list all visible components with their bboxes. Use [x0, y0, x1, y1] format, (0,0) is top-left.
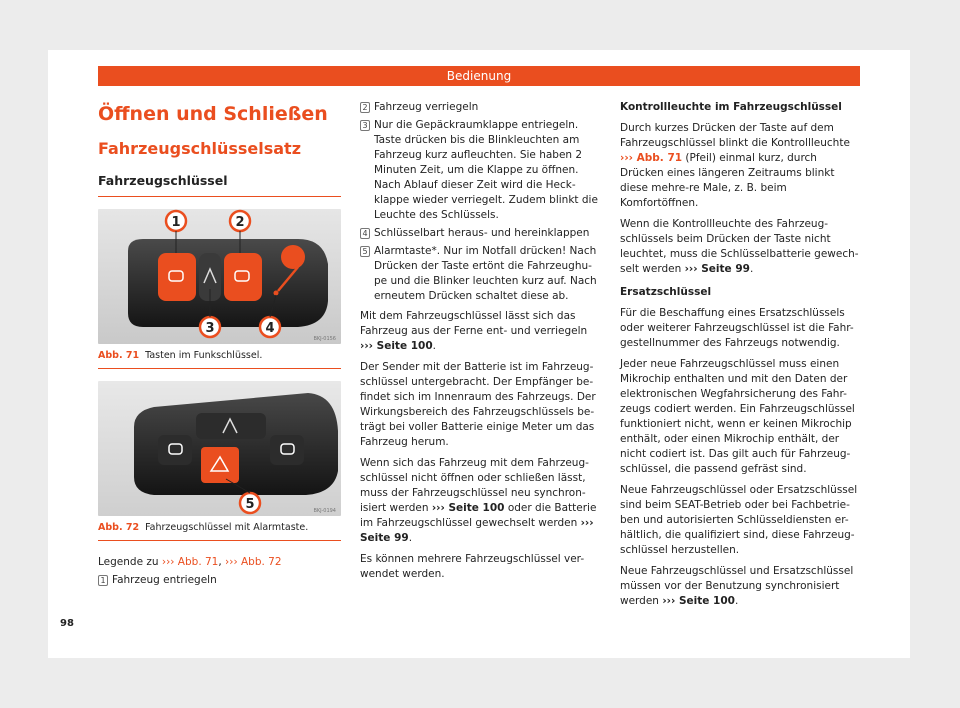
link-seite-100[interactable]: ››› Seite 100	[431, 502, 505, 514]
figure-key-alarm	[98, 381, 341, 516]
callout-2: 2	[235, 215, 245, 230]
column-middle	[360, 100, 600, 582]
section-subtitle: Fahrzeugschlüsselsatz	[98, 139, 302, 158]
item-number: 4	[360, 228, 370, 239]
paragraph-text: Neue Fahrzeugschlüssel und Ersatzschlüssel müssen vor der Benutzung synchronisiert werden	[620, 565, 854, 607]
column-right	[620, 100, 860, 609]
paragraph-text: Mit dem Fahrzeugschlüssel lässt sich das Fahrzeug aus der Ferne ent- und verriegeln	[360, 310, 588, 337]
item-text: Fahrzeug verriegeln	[374, 101, 479, 113]
paragraph-text: Wenn die Kontrollleuchte des Fahrzeug-schlüssels beim Drücken der Taste nicht leuchtet, muss die Schlüsselbatterie gewech-selt werden	[620, 218, 859, 275]
paragraph-text: (Pfeil) einmal kurz, durch Drücken eines längeren Zeitraums blinkt diese mehre-re Male, z. B. beim Komfortöffnen.	[620, 152, 835, 209]
figure-label: Abb. 71	[98, 350, 140, 361]
item-text: Alarmtaste*. Nur im Notfall drücken! Nach Drücken der Taste ertönt die Fahrzeughu-pe und die Blinker leuchten kurz auf. Nach erneutem Drücken schaltet diese ab.	[374, 245, 597, 302]
paragraph-end: .	[734, 595, 739, 607]
paragraph: Der Sender mit der Batterie ist im Fahrzeug-schlüssel untergebracht. Der Empfänger be-findet sich im Innenraum des Fahrzeugs. Der Wirkungsbereich des Fahrzeugschlüssels be-trägt bei voller Batterie einige Meter um das Fahrzeug herum.	[360, 361, 596, 448]
figure-caption-text: Tasten im Funkschlüssel.	[145, 350, 263, 361]
item-text: Fahrzeug entriegeln	[112, 574, 217, 586]
figure-label: Abb. 72	[98, 522, 140, 533]
link-seite-100[interactable]: ››› Seite 100	[662, 595, 735, 607]
column-left	[98, 100, 341, 588]
link-seite-99[interactable]: ››› Seite 99	[684, 263, 750, 275]
paragraph-text: Durch kurzes Drücken der Taste auf dem Fahrzeugschlüssel blinkt die Kontrollleuchte	[620, 122, 850, 149]
legend-prefix: Legende zu	[98, 556, 162, 568]
paragraph	[620, 121, 860, 211]
heading-ersatzschluessel: Ersatzschlüssel	[620, 286, 712, 298]
item-number: 5	[360, 246, 370, 257]
link-abb-71[interactable]: ››› Abb. 71	[161, 556, 219, 568]
list-item	[360, 118, 600, 223]
paragraph-end: .	[432, 340, 436, 352]
paragraph	[620, 217, 860, 277]
subsection-heading: Fahrzeugschlüssel	[98, 172, 341, 197]
paragraph-text: oder die Batterie im Fahrzeugschlüssel gewechselt werden	[360, 502, 597, 529]
list-item	[360, 100, 600, 115]
item-text: Schlüsselbart heraus- und hereinklappen	[374, 227, 590, 239]
list-item	[98, 573, 341, 588]
section-header: Bedienung	[98, 66, 860, 86]
paragraph-end: .	[749, 263, 754, 275]
legend-separator: ,	[218, 556, 226, 568]
paragraph	[620, 564, 860, 609]
link-seite-100[interactable]: ››› Seite 100	[360, 340, 433, 352]
key-photo-1	[98, 209, 341, 344]
link-abb-72[interactable]: ››› Abb. 72	[225, 556, 282, 568]
item-text: Nur die Gepäckraumklappe entriegeln. Taste drücken bis die Blinkleuchten am Fahrzeug kurz aufleuchten. Sie haben 2 Minuten Zeit, um die Klappe zu öffnen. Nach Ablauf dieser Zeit wird die Heck-klappe wieder verriegelt. Zudem blinkt die Leuchte des Schlüssels.	[374, 119, 598, 221]
legend-line	[98, 555, 341, 570]
paragraph	[360, 456, 600, 546]
figure-key-buttons	[98, 209, 341, 344]
page-number: 98	[60, 618, 74, 629]
paragraph: Für die Beschaffung eines Ersatzschlüssels oder weiterer Fahrzeugschlüssel ist die Fahr-gestellnummer des Fahrzeugs notwendig.	[620, 307, 854, 349]
link-abb-71[interactable]: ››› Abb. 71	[620, 152, 683, 164]
list-item	[360, 226, 600, 241]
page-title: Öffnen und Schließen	[98, 103, 328, 125]
paragraph-end: .	[408, 532, 413, 544]
paragraph: Es können mehrere Fahrzeugschlüssel ver-wendet werden.	[360, 553, 585, 580]
item-number: 3	[360, 120, 370, 131]
figure-caption-71	[98, 344, 341, 369]
link-seite-99[interactable]: ››› Seite 99	[360, 517, 594, 544]
figure-code: BKJ-0194	[313, 508, 336, 514]
callout-4: 4	[265, 321, 275, 336]
callout-1: 1	[171, 215, 181, 230]
callout-3: 3	[205, 321, 215, 336]
figure-caption-text: Fahrzeugschlüssel mit Alarmtaste.	[145, 522, 309, 533]
key-photo-2	[98, 381, 341, 516]
list-item	[360, 244, 600, 304]
paragraph: Neue Fahrzeugschlüssel oder Ersatzschlüssel sind beim SEAT-Betrieb oder bei Fachbetrie-ben und autorisierten Schlüsseldiensten er-hältlich, die qualifiziert sind, diese Fahrzeug-schlüssel herzustellen.	[620, 484, 858, 556]
item-number: 2	[360, 102, 370, 113]
paragraph: Jeder neue Fahrzeugschlüssel muss einen Mikrochip enthalten und mit den Daten der elektronischen Wegfahrsicherung des Fahr-zeugs codiert werden. Ein Fahrzeugschlüssel funktioniert nicht, wenn er keinen Mikrochip enthält, oder einen Mikrochip enthält, der nicht codiert ist. Das gilt auch für Fahrzeug-schlüssel, die passend gefräst sind.	[620, 358, 855, 475]
item-number: 1	[98, 575, 108, 586]
paragraph	[360, 309, 600, 354]
heading-kontrollleuchte: Kontrollleuchte im Fahrzeugschlüssel	[620, 101, 842, 113]
paragraph-text: Wenn sich das Fahrzeug mit dem Fahrzeug-schlüssel nicht öffnen oder schließen lässt, muss der Fahrzeugschlüssel neu synchron-isiert werden	[360, 457, 589, 514]
figure-code: BKJ-0156	[313, 336, 336, 342]
figure-caption-72	[98, 516, 341, 541]
callout-5: 5	[245, 497, 255, 512]
